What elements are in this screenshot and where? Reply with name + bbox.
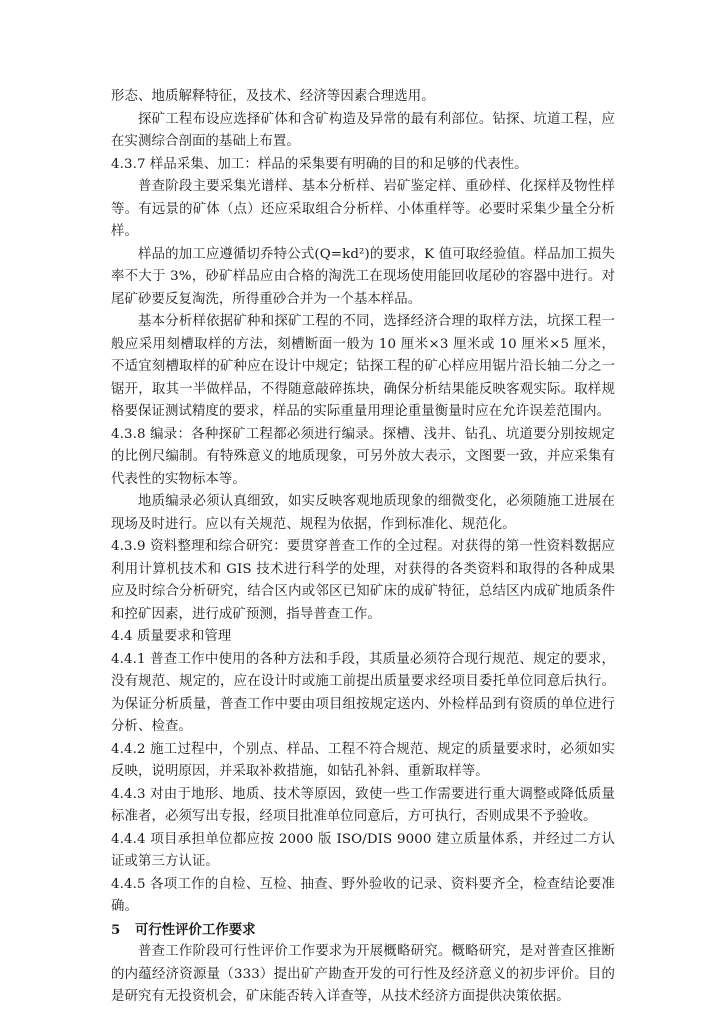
section-4-4-1: 4.4.1 普查工作中使用的各种方法和手段，其质量必须符合现行规范、规定的要求，没有规范、规定的，应在设计时或施工前提出质量要求经项目委托单位同意后执行。为保证分析质量，普查工作中要由项目组按规定送内、外检样品到有资质的单位进行分析、检查。 [111, 651, 615, 734]
section-4-4-3: 4.4.3 对由于地形、地质、技术等原因，致使一些工作需要进行重大调整或降低质量标准者，必须写出专报，经项目批准单位同意后，方可执行，否则成果不予验收。 [111, 786, 615, 824]
section-4-4-5: 4.4.5 各项工作的自检、互检、抽查、野外验收的记录、资料要齐全，检查结论要准确。 [111, 876, 615, 914]
paragraph: 样品的加工应遵循切乔特公式(Q=kd²)的要求，K 值可取经验值。样品加工损失率不大于 3%，砂矿样品应由合格的淘洗工在现场使用能回收尾砂的容器中进行。对尾矿砂要反复淘洗，所得重砂合并为一个基本样品。 [111, 246, 615, 307]
section-4-4-2: 4.4.2 施工过程中，个别点、样品、工程不符合规范、规定的质量要求时，必须如实反映，说明原因，并采取补救措施，如钻孔补斜、重新取样等。 [111, 741, 615, 779]
paragraph: 基本分析样依据矿种和探矿工程的不同，选择经济合理的取样方法，坑探工程一般应采用刻槽取样的方法，刻槽断面一般为 10 厘米×3 厘米或 10 厘米×5 厘米，不适宜刻槽取样的矿种应在设计中规定；钻探工程的矿心样应用锯片沿长轴二分之一锯开，取其一半做样品，不得随意敲碎拣块，确保分析结果能反映客观实际。取样规格要保证测试精度的要求，样品的实际重量用理论重量衡量时应在允许误差范围内。 [111, 314, 615, 419]
paragraph: 普查阶段主要采集光谱样、基本分析样、岩矿鉴定样、重砂样、化探样及物性样等。有远景的矿体（点）还应采取组合分析样、小体重样等。必要时采集少量全分析样。 [111, 179, 615, 239]
section-4-4-4: 4.4.4 项目承担单位都应按 2000 版 ISO/DIS 9000 建立质量体系，并经过二方认证或第三方认证。 [111, 831, 615, 869]
paragraph: 探矿工程布设应选择矿体和含矿构造及异常的最有利部位。钻探、坑道工程，应在实测综合剖面的基础上布置。 [111, 111, 615, 149]
section-number: 5 [111, 921, 121, 938]
paragraph: 形态、地质解释特征，及技术、经济等因素合理选用。 [111, 89, 435, 104]
section-title: 可行性评价工作要求 [135, 921, 256, 938]
section-4-4-heading: 4.4 质量要求和管理 [111, 629, 232, 644]
paragraph: 地质编录必须认真细致，如实反映客观地质现象的细微变化，必须随施工进展在现场及时进行。应以有关规范、规程为依据，作到标准化、规范化。 [111, 494, 615, 532]
section-4-3-9: 4.3.9 资料整理和综合研究：要贯穿普查工作的全过程。对获得的第一性资料数据应利用计算机技术和 GIS 技术进行科学的处理，对获得的各类资料和取得的各种成果应及时综合分析研究，结合区内或邻区已知矿床的成矿特征，总结区内成矿地质条件和控矿因素，进行成矿预测，指导普查工作。 [111, 539, 615, 622]
document-body [111, 86, 615, 1009]
paragraph: 普查工作阶段可行性评价工作要求为开展概略研究。概略研究，是对普查区推断的内蕴经济资源量（333）提出矿产勘查开发的可行性及经济意义的初步评价。目的是研究有无投资机会，矿床能否转入详查等，从技术经济方面提供决策依据。 [111, 944, 615, 1004]
section-5-heading [111, 919, 615, 942]
section-4-3-8: 4.3.8 编录：各种探矿工程都必须进行编录。探槽、浅井、钻孔、坑道要分别按规定的比例尺编制。有特殊意义的地质现象，可另外放大表示，文图要一致，并应采集有代表性的实物标本等。 [111, 426, 615, 487]
section-4-3-7: 4.3.7 样品采集、加工：样品的采集要有明确的目的和足够的代表性。 [111, 156, 528, 172]
